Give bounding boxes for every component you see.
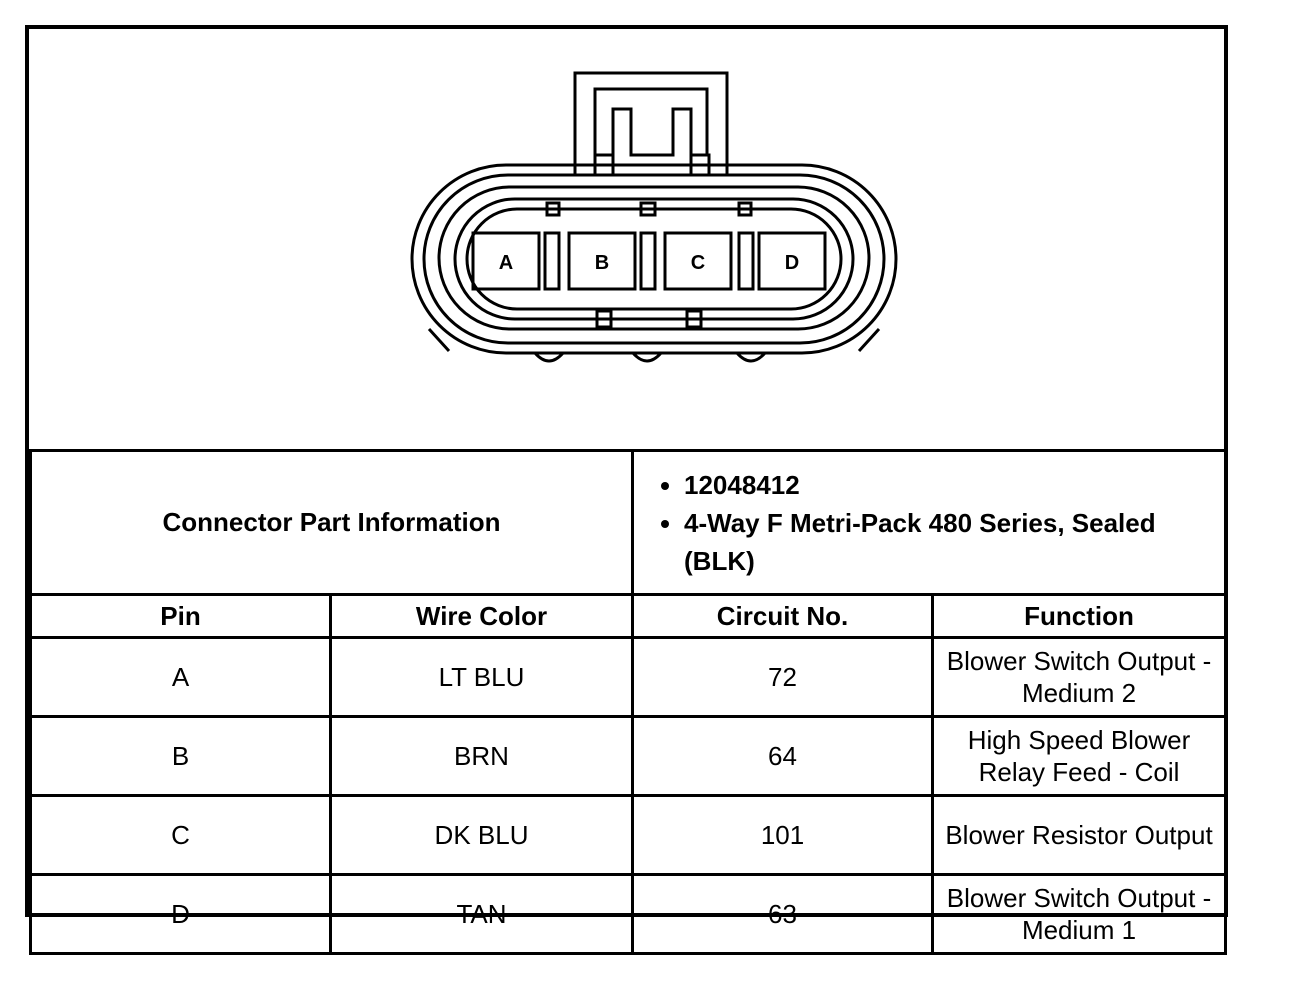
pin-label-b: B [594, 252, 610, 274]
pin-label-d: D [784, 252, 800, 274]
header-circuit-no: Circuit No. [633, 595, 933, 638]
locking-tab-latch [595, 89, 707, 155]
header-wire-color: Wire Color [331, 595, 633, 638]
wire-color-cell: BRN [331, 717, 633, 796]
function-cell: High Speed Blower Relay Feed - Coil [933, 717, 1226, 796]
part-description: • 4-Way F Metri-Pack 480 Series, Sealed (BLK) [684, 504, 1214, 580]
wire-color-cell: LT BLU [331, 638, 633, 717]
pin-label-a: A [498, 252, 514, 274]
function-cell: Blower Switch Output - Medium 1 [933, 875, 1226, 954]
function-cell: Blower Switch Output - Medium 2 [933, 638, 1226, 717]
connector-info-table [29, 449, 1227, 955]
wire-color-cell: DK BLU [331, 796, 633, 875]
table-row [31, 717, 1226, 796]
function-cell: Blower Resistor Output [933, 796, 1226, 875]
wire-color-cell: TAN [331, 875, 633, 954]
pin-cell: C [31, 796, 331, 875]
table-row [31, 796, 1226, 875]
connector-diagram [29, 29, 1224, 449]
circuit-cell: 63 [633, 875, 933, 954]
pin-cell: D [31, 875, 331, 954]
part-info-label: Connector Part Information [162, 507, 501, 537]
part-info-label-cell [31, 451, 633, 595]
circuit-cell: 64 [633, 717, 933, 796]
part-info-list [648, 466, 1214, 580]
part-info-cell [633, 451, 1226, 595]
header-function: Function [933, 595, 1226, 638]
circuit-cell: 101 [633, 796, 933, 875]
table-row [31, 638, 1226, 717]
table-row [31, 875, 1226, 954]
pin-cell: B [31, 717, 331, 796]
part-info-row [31, 451, 1226, 595]
pin-label-c: C [690, 252, 706, 274]
circuit-cell: 72 [633, 638, 933, 717]
pin-cell: A [31, 638, 331, 717]
connector-frame [25, 25, 1228, 945]
connector-face-drawing [29, 29, 1224, 449]
header-pin: Pin [31, 595, 331, 638]
table-header-row [31, 595, 1226, 638]
part-number: • 12048412 [684, 466, 1214, 504]
